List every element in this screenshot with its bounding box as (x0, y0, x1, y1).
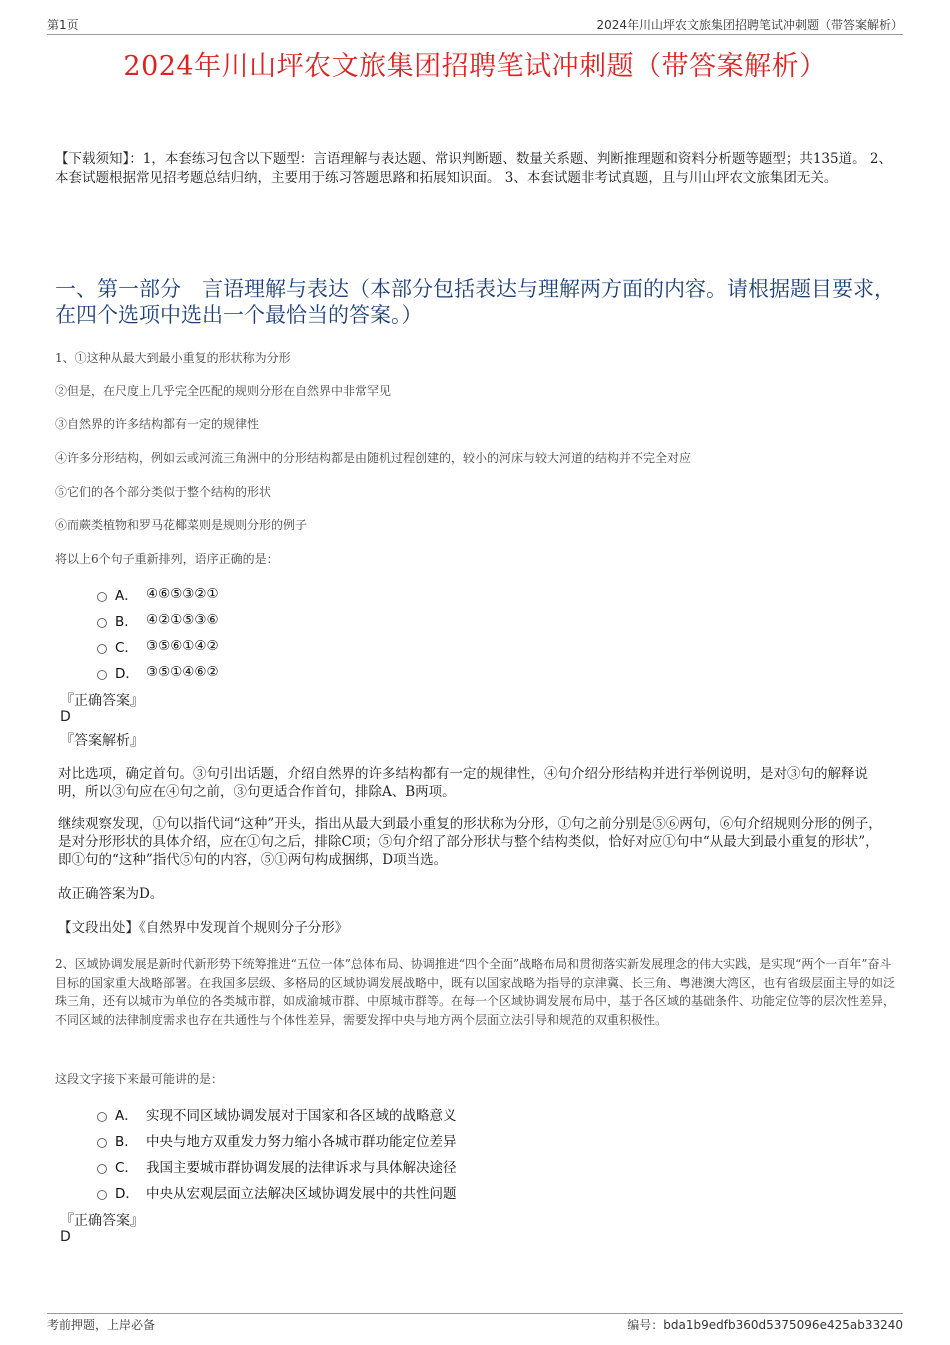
q2-stem: 2、区域协调发展是新时代新形势下统筹推进“五位一体”总体布局、协调推进“四个全面”战略布局和贯彻落实新发展理念的伟大实践，是实现“两个一百年”奋斗目标的国家重大战略部署。在我国多层级、多格局的区域协调发展战略中，既有以国家战略为指导的京津冀、长三角、粤港澳大湾区，也有省级层面主导的如泛珠三角，还有以城市为单位的各类城市群，如成渝城市群、中原城市群等。在每一个区域协调发展布局中，基于各区域的基础条件、功能定位等的层次性差异，不同区域的法律制度需求也存在共通性与个体性差异，需要发挥中央与地方两个层面立法引导和规范的双重积极性。 (55, 957, 896, 1027)
radio-icon[interactable] (97, 670, 107, 680)
footer-slogan: 考前押题，上岸必备 (47, 1318, 156, 1332)
q2-prompt: 这段文字接下来最可能讲的是： (55, 1072, 224, 1086)
q1-line-5: ⑤它们的各个部分类似于整个结构的形状 (55, 485, 272, 499)
q1-line-2: ②但是，在尺度上几乎完全匹配的规则分形在自然界中非常罕见 (55, 384, 392, 398)
q1-analysis-1: 对比选项，确定首句。③句引出话题，介绍自然界的许多结构都有一定的规律性，④句介绍分形结构并进行举例说明，是对③句的解释说明，所以③句应在④句之前，③句更适合作首句，排除A、B两项。 (58, 766, 868, 800)
q1-line-1: 1、①这种从最大到最小重复的形状称为分形 (55, 351, 291, 365)
page-number: 第1页 (47, 18, 79, 32)
download-notice: 【下载须知】：1，本套练习包含以下题型：言语理解与表达题、常识判断题、数量关系题、判断推理题和资料分析题等题型；共135道。 2、本套试题根据常见招考题总结归纳，主要用于练习答题思路和拓展知识面。 3、本套试题非考试真题，且与川山坪农文旅集团无关。 (55, 151, 892, 186)
radio-icon[interactable] (97, 1164, 107, 1174)
section-heading: 一、第一部分 言语理解与表达（本部分包括表达与理解两方面的内容。请根据题目要求，在四个选项中选出一个最恰当的答案。） (55, 277, 895, 327)
q1-option-d[interactable]: D． ③⑤①④⑥② (97, 662, 219, 682)
q2-answer: D (60, 1229, 71, 1245)
q1-answer-label: 『正确答案』 (60, 693, 144, 709)
q2-answer-label: 『正确答案』 (60, 1213, 144, 1229)
q1-answer: D (60, 709, 71, 725)
q1-analysis-2: 继续观察发现，①句以指代词“这种”开头，指出从最大到最小重复的形状称为分形，①句之前分别是⑤⑥两句，⑥句介绍规则分形的例子，是对分形形状的具体介绍，应在①句之后，排除C项；⑤句介绍了部分形状与整个结构类似，恰好对应①句中“从最大到最小重复的形状”，即①句的“这种”指代⑤句的内容，⑤①两句构成捆绑，D项当选。 (58, 816, 882, 868)
radio-icon[interactable] (97, 592, 107, 602)
q1-option-c[interactable]: C． ③⑤⑥①④② (97, 636, 219, 656)
q1-line-3: ③自然界的许多结构都有一定的规律性 (55, 417, 260, 431)
q2-option-a[interactable]: A． 实现不同区域协调发展对于国家和各区域的战略意义 (97, 1104, 457, 1124)
page-footer (47, 1313, 903, 1332)
q2-option-b[interactable]: B． 中央与地方双重发力努力缩小各城市群功能定位差异 (97, 1130, 457, 1150)
q1-line-4: ④许多分形结构，例如云或河流三角洲中的分形结构都是由随机过程创建的，较小的河床与较大河道的结构并不完全对应 (55, 451, 692, 465)
radio-icon[interactable] (97, 1190, 107, 1200)
q1-option-b[interactable]: B． ④②①⑤③⑥ (97, 610, 219, 630)
radio-icon[interactable] (97, 1138, 107, 1148)
q1-prompt: 将以上6个句子重新排列，语序正确的是： (55, 552, 279, 566)
q2-option-d[interactable]: D． 中央从宏观层面立法解决区域协调发展中的共性问题 (97, 1182, 457, 1202)
q1-line-6: ⑥而蕨类植物和罗马花椰菜则是规则分形的例子 (55, 518, 308, 532)
document-title: 2024年川山坪农文旅集团招聘笔试冲刺题（带答案解析） (123, 51, 827, 82)
radio-icon[interactable] (97, 644, 107, 654)
header-doc-title: 2024年川山坪农文旅集团招聘笔试冲刺题（带答案解析） (596, 18, 903, 32)
q1-option-a[interactable]: A． ④⑥⑤③②① (97, 584, 219, 604)
q1-analysis-3: 故正确答案为D。 (58, 886, 164, 902)
radio-icon[interactable] (97, 618, 107, 628)
q1-analysis-label: 『答案解析』 (60, 733, 144, 749)
radio-icon[interactable] (97, 1112, 107, 1122)
q1-source: 【文段出处】《自然界中发现首个规则分子分形》 (58, 920, 349, 936)
footer-doc-id: 编号：bda1b9edfb360d5375096e425ab33240 (627, 1318, 903, 1332)
q2-option-c[interactable]: C． 我国主要城市群协调发展的法律诉求与具体解决途径 (97, 1156, 457, 1176)
page-header (47, 14, 903, 35)
